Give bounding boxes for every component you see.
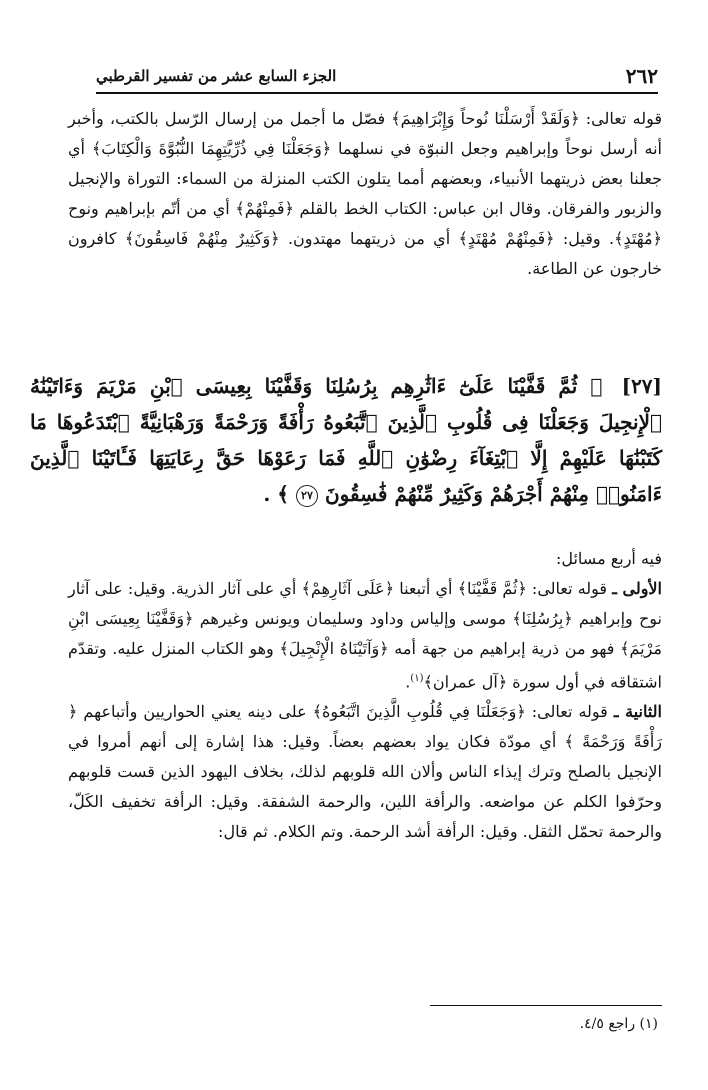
quran-verse-block: [30, 368, 662, 512]
verse-number: [٢٧]: [621, 374, 663, 398]
ayah-end-marker: ٢٧: [296, 485, 318, 507]
issues-intro: فيه أربع مسائل:: [555, 549, 662, 568]
footnote-rule: [430, 1005, 662, 1006]
first-issue: [68, 574, 662, 697]
issues-commentary: [68, 544, 662, 847]
intro-paragraph: قوله تعالى: ﴿وَلَقَدْ أَرْسَلْنَا نُوحاً وَإِبْرَاهِيمَ﴾ فصّل ما أجمل من إرسال الرّسل بالكتب، وأخبر أنه أرسل نوحاً وإبراهيم وجعل النبوّة في نسلهما ﴿وَجَعَلْنَا فِي ذُرِّيَّتِهِمَا النُّبُوَّةَ وَالْكِتَابَ﴾ أي جعلنا بعض ذريتهما الأنبياء، وبعضهم أمما يتلون الكتب المنزلة من السماء: التوراة والإنجيل والزبور والفرقان. وقال ابن عباس: الكتاب الخط بالقلم ﴿فَمِنْهُمْ﴾ أي من أتّم بإبراهيم ونوح ﴿مُهْتَدٍ﴾. وقيل: ﴿فَمِنْهُمْ مُهْتَدٍ﴾ أي من ذريتهما مهتدون. ﴿وَكَثِيرٌ مِنْهُمْ فَاسِقُونَ﴾ كافرون خارجون عن الطاعة.: [68, 109, 662, 278]
footnote-ref: (١): [410, 673, 424, 684]
second-issue-text: قوله تعالى: ﴿وَجَعَلْنَا فِي قُلُوبِ الَّذِينَ اتَّبَعُوهُ﴾ على دينه يعني الحواريين وأتباعهم ﴿ رَأْفَةً وَرَحْمَةً ﴾ أي مودّة فكان يواد بعضهم بعضاً. وقيل: هذا إشارة إلى أنهم أمروا في الإنجيل بالصلح وترك إيذاء الناس وألان الله قلوبهم لذلك، بخلاف اليهود الذين قست قلوبهم وحرّفوا الكلم عن مواضعه. والرأفة اللين، والرحمة الشفقة. وقيل: الرأفة تخفيف الكَلّ، والرحمة تحمّل الثقل. وقيل: الرأفة أشد الرحمة. وتم الكلام. ثم قال:: [68, 702, 662, 842]
footnote: (١) راجع ٤/٥.: [579, 1016, 658, 1032]
second-issue-label: الثانية ـ: [613, 702, 663, 722]
first-issue-end: .: [405, 672, 411, 692]
running-title: الجزء السابع عشر من تفسير القرطبي: [96, 67, 337, 85]
page-header: [96, 60, 658, 92]
page-number: ٢٦٢: [625, 64, 658, 88]
header-rule: [96, 92, 658, 94]
verse-text: ﴿ ثُمَّ قَفَّيْنَا عَلَىٰٓ ءَاثَٰرِهِم بِرُسُلِنَا وَقَفَّيْنَا بِعِيسَى ٱبْنِ مَرْيَمَ وَءَاتَيْنَٰهُ ٱلْإِنجِيلَ وَجَعَلْنَا فِى قُلُوبِ ٱلَّذِينَ ٱتَّبَعُوهُ رَأْفَةً وَرَحْمَةً وَرَهْبَانِيَّةً ٱبْتَدَعُوهَا مَا كَتَبْنَٰهَا عَلَيْهِمْ إِلَّا ٱبْتِغَآءَ رِضْوَٰنِ ٱللَّهِ فَمَا رَعَوْهَا حَقَّ رِعَايَتِهَا فَـَٔاتَيْنَا ٱلَّذِينَ ءَامَنُوا۟ مِنْهُمْ أَجْرَهُمْ وَكَثِيرٌ مِّنْهُمْ فَٰسِقُونَ: [30, 374, 663, 506]
first-issue-label: الأولى ـ: [612, 579, 663, 598]
intro-commentary: [68, 104, 662, 284]
verse-close: ﴾ .: [263, 482, 289, 506]
first-issue-text: قوله تعالى: ﴿ثُمَّ قَفَّيْنَا﴾ أي أتبعنا ﴿عَلَى آثَارِهِمْ﴾ أي على آثار الذرية. وقيل: على آثار نوح وإبراهيم ﴿بِرُسُلِنَا﴾ موسى وإلياس وداود وسليمان ويونس وغيرهم ﴿وَقَفَّيْنَا بِعِيسَى ابْنِ مَرْيَمَ﴾ فهو من ذرية إبراهيم من جهة أمه ﴿وَآتَيْنَاهُ الْإِنْجِيلَ﴾ وهو الكتاب المنزل عليه. وتقدّم اشتقاقه في أول سورة ﴿آل عمران﴾: [68, 579, 663, 692]
second-issue: [68, 697, 662, 847]
